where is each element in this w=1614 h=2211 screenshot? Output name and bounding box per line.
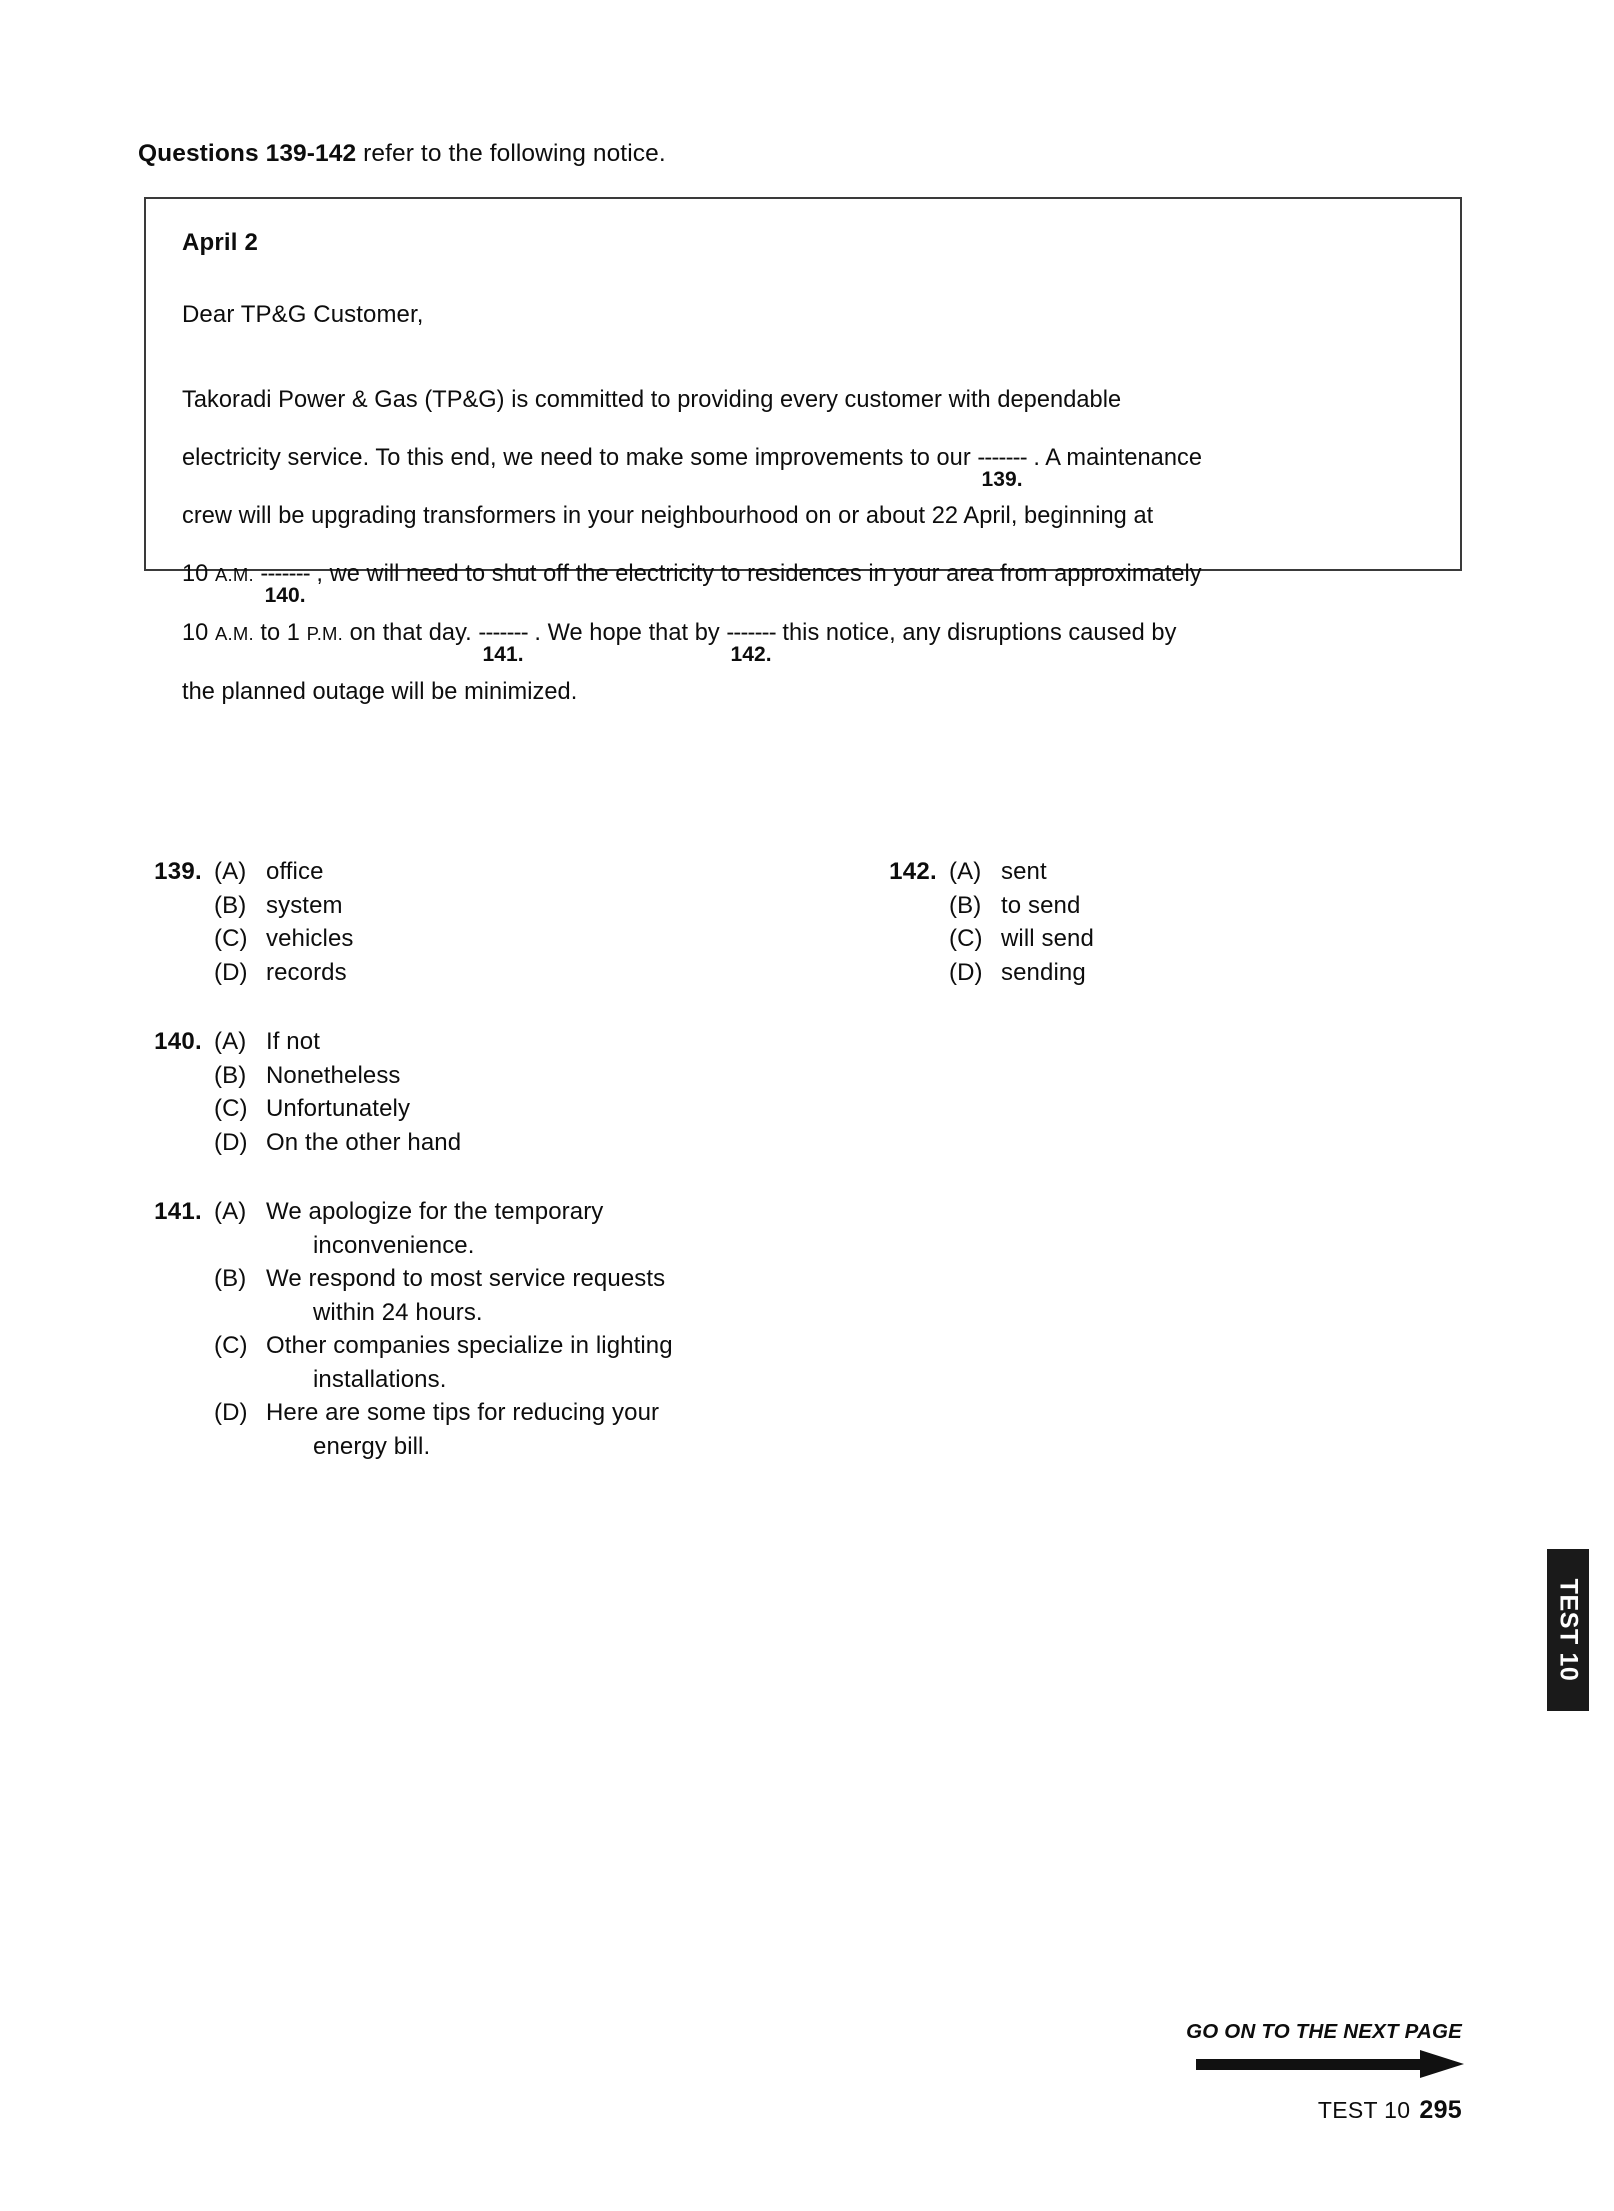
- choice-text: [1001, 956, 1395, 990]
- choice-text: [1001, 922, 1395, 956]
- notice-box: [144, 197, 1462, 705]
- choice-text: [1001, 889, 1395, 923]
- answer-choice[interactable]: [949, 855, 1395, 889]
- choice-letter: (C): [214, 1095, 248, 1122]
- choice-letter: (A): [214, 858, 247, 885]
- answer-choice[interactable]: [214, 1092, 760, 1126]
- notice-text: [254, 561, 261, 587]
- arrow-head: [1420, 2050, 1464, 2078]
- blank-question-number: 139.: [981, 468, 1023, 491]
- notice-text: Takoradi Power & Gas (TP&G) is committed to providing every customer with dependable: [182, 387, 1122, 413]
- choice-letter: (D): [949, 958, 983, 986]
- choice-text-line: If not: [266, 1028, 320, 1055]
- answer-choice[interactable]: [214, 956, 760, 990]
- choice-text: [266, 956, 760, 990]
- choice-text: [266, 1396, 760, 1463]
- footer-page-number: 295: [1419, 2096, 1462, 2124]
- answer-choice[interactable]: [949, 922, 1395, 956]
- blank-question-number: 140.: [264, 584, 306, 607]
- choice-letter: (C): [949, 925, 983, 952]
- choice-list: [214, 1195, 760, 1463]
- choice-letter: (B): [214, 1265, 247, 1292]
- blank-question-number: 142.: [730, 643, 772, 666]
- questions-column-left: [140, 855, 760, 1499]
- choice-text: [1001, 855, 1395, 889]
- notice-line: [182, 487, 1440, 545]
- choice-text: [266, 1059, 760, 1093]
- choice-text: [266, 1262, 760, 1329]
- answer-choice[interactable]: [214, 1025, 760, 1059]
- choice-list: [214, 855, 760, 989]
- choice-letter: (B): [949, 891, 982, 919]
- test-side-tab-label: TEST 10: [1554, 1578, 1583, 1682]
- choice-text: [266, 922, 760, 956]
- answer-choice[interactable]: [214, 855, 760, 889]
- choice-text-continuation: within 24 hours.: [313, 1298, 483, 1326]
- choice-text-continuation: energy bill.: [313, 1432, 431, 1460]
- choice-letter: (B): [214, 1061, 247, 1089]
- choice-text: [266, 1195, 760, 1262]
- choice-letter: (B): [214, 891, 247, 919]
- answer-blank-139: [977, 429, 1027, 491]
- time-period-label: A.M.: [214, 564, 254, 585]
- answer-choice[interactable]: [949, 956, 1395, 990]
- notice-date: April 2: [182, 229, 259, 256]
- choice-text-line: Here are some tips for reducing your: [266, 1399, 660, 1426]
- answer-choice[interactable]: [214, 922, 760, 956]
- choice-text-line: sent: [1001, 858, 1047, 885]
- choice-text-line: to send: [1001, 891, 1081, 919]
- choice-text-line: system: [266, 891, 343, 919]
- questions-column-right: [875, 855, 1395, 1025]
- choice-text: [266, 1092, 760, 1126]
- notice-text: 10: [182, 561, 215, 587]
- blank-dashes: -------: [260, 561, 310, 587]
- question-number: 142.: [889, 858, 937, 885]
- choice-letter: (D): [214, 1399, 248, 1426]
- page-heading: [138, 140, 666, 168]
- choice-list: [949, 855, 1395, 989]
- notice-text: 10: [182, 620, 215, 646]
- question-number: 141.: [154, 1198, 202, 1225]
- choice-text-line: We apologize for the temporary: [266, 1198, 604, 1225]
- question-number: 140.: [154, 1028, 202, 1055]
- choice-text: [266, 1025, 760, 1059]
- choice-text-line: Nonetheless: [266, 1061, 401, 1089]
- notice-content: [182, 229, 1440, 721]
- choice-letter: (A): [214, 1028, 247, 1055]
- choice-text-continuation: inconvenience.: [313, 1231, 475, 1259]
- notice-text: this notice, any disruptions caused by: [775, 620, 1177, 646]
- choice-text-line: We respond to most service requests: [266, 1265, 666, 1292]
- next-page-arrow-icon: [1196, 2050, 1464, 2078]
- choice-letter: (C): [214, 925, 248, 952]
- choice-text-line: On the other hand: [266, 1128, 462, 1156]
- notice-text: on that day.: [343, 620, 479, 646]
- choice-text: [266, 1126, 760, 1160]
- blank-dashes: -------: [726, 620, 776, 646]
- notice-body: [182, 371, 1440, 721]
- go-on-next-page-label: GO ON TO THE NEXT PAGE: [1186, 2020, 1462, 2043]
- notice-text: crew will be upgrading transformers in your neighbourhood on or about 22 April, beginning at: [182, 503, 1154, 529]
- notice-text: to 1: [253, 620, 307, 646]
- notice-salutation: Dear TP&G Customer,: [182, 301, 424, 328]
- footer-test-and-page: [1318, 2096, 1462, 2125]
- answer-choice[interactable]: [214, 1262, 760, 1329]
- choice-text: [266, 1329, 760, 1396]
- answer-choice[interactable]: [214, 889, 760, 923]
- blank-dashes: -------: [478, 620, 528, 646]
- notice-line: [182, 371, 1440, 429]
- time-period-label: P.M.: [306, 623, 344, 644]
- answer-choice[interactable]: [214, 1126, 760, 1160]
- question-number: 139.: [154, 858, 202, 885]
- answer-choice[interactable]: [949, 889, 1395, 923]
- choice-text-line: Unfortunately: [266, 1095, 411, 1122]
- notice-text: , we will need to shut off the electricity to residences in your area from approximately: [309, 561, 1202, 587]
- choice-letter: (A): [214, 1198, 247, 1225]
- choice-text-line: Other companies specialize in lighting: [266, 1332, 673, 1359]
- choice-text-line: office: [266, 858, 324, 885]
- question-block: [875, 855, 1395, 989]
- answer-choice[interactable]: [214, 1396, 760, 1463]
- choice-letter: (D): [214, 958, 248, 986]
- notice-line: [182, 429, 1440, 491]
- test-side-tab: [1547, 1549, 1589, 1711]
- notice-text: . We hope that by: [527, 620, 727, 646]
- choice-text-line: sending: [1001, 958, 1086, 986]
- choice-text: [266, 855, 760, 889]
- choice-text-line: vehicles: [266, 925, 354, 952]
- choice-text-line: records: [266, 958, 347, 986]
- answer-choice[interactable]: [214, 1329, 760, 1396]
- notice-text: . A maintenance: [1026, 445, 1203, 471]
- notice-line: [182, 663, 1440, 721]
- question-block: [140, 1195, 760, 1463]
- choice-text: [266, 889, 760, 923]
- choice-letter: (A): [949, 858, 982, 885]
- choice-list: [214, 1025, 760, 1159]
- question-block: [140, 1025, 760, 1159]
- choice-text-continuation: installations.: [313, 1365, 447, 1393]
- arrow-shaft: [1196, 2059, 1428, 2070]
- answer-choice[interactable]: [214, 1059, 760, 1093]
- blank-question-number: 141.: [482, 643, 524, 666]
- heading-rest-text: refer to the following notice.: [356, 140, 666, 167]
- notice-text: the planned outage will be minimized.: [182, 679, 578, 705]
- questions-range-label: Questions 139-142: [138, 140, 357, 167]
- footer-test-label: TEST 10: [1317, 2097, 1411, 2123]
- answer-blank-142: [726, 604, 776, 666]
- answer-choice[interactable]: [214, 1195, 760, 1262]
- notice-text: electricity service. To this end, we need to make some improvements to our: [182, 445, 978, 471]
- notice-line: [182, 545, 1440, 607]
- answer-blank-141: [478, 604, 528, 666]
- choice-text-line: will send: [1001, 925, 1094, 952]
- notice-line: [182, 604, 1440, 666]
- answer-blank-140: [260, 545, 310, 607]
- time-period-label: A.M.: [214, 623, 254, 644]
- choice-letter: (D): [214, 1128, 248, 1156]
- question-block: [140, 855, 760, 989]
- choice-letter: (C): [214, 1332, 248, 1359]
- blank-dashes: -------: [977, 445, 1027, 471]
